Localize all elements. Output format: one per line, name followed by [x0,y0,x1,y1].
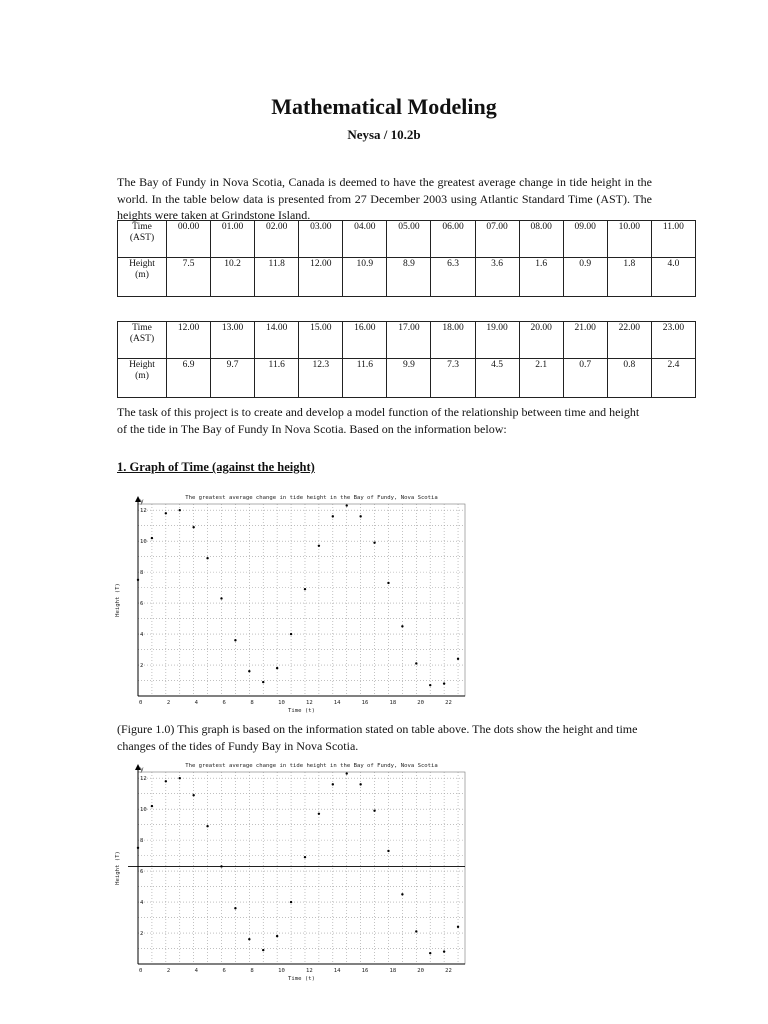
x-tick-label: 4 [194,968,199,974]
data-point [443,950,445,952]
intro-paragraph: The Bay of Fundy in Nova Scotia, Canada is deemed to have the greatest average change in tide height in the world. In the table below data is presented from 27 December 2003 using Atlantic Standard Time (AST). The heights were taken at Grindstone Island. [117,175,652,222]
data-point [359,515,361,517]
x-axis-label: Time (t) [288,976,315,982]
data-point [234,639,236,641]
data-point [234,907,236,909]
x-tick-label: 18 [389,968,397,974]
plot-frame [138,504,465,696]
data-point [346,504,348,506]
data-point [359,783,361,785]
data-point [220,597,222,599]
figure-caption: (Figure 1.0) This graph is based on the information stated on table above. The dots show the height and time changes of the tides of Fundy Bay in Nova Scotia. [117,722,638,753]
label-line: Time [132,323,152,333]
x-tick-label: 4 [194,700,199,706]
time-cell: 16.00 [343,322,387,359]
y-tick-label: 10 [140,539,147,546]
author-line: Neysa / 10.2b [347,127,421,142]
tide-scatter-chart-1 [110,490,470,715]
height-cell: 8.9 [387,258,431,297]
page-title: Mathematical Modeling [271,94,497,119]
height-cell: 0.7 [563,359,607,398]
label-line: (m) [135,371,149,381]
y-tick-label: 4 [140,632,144,639]
section-heading: 1. Graph of Time (against the height) [117,460,315,474]
y-axis-label: Height (T) [115,851,121,885]
height-cell: 7.3 [431,359,475,398]
time-cell: 11.00 [651,221,695,258]
height-cell: 9.9 [387,359,431,398]
time-cell: 01.00 [211,221,255,258]
data-point [373,810,375,812]
height-cell: 11.6 [343,359,387,398]
time-cell: 07.00 [475,221,519,258]
time-cell: 06.00 [431,221,475,258]
data-point [220,865,222,867]
task-paragraph: The task of this project is to create and develop a model function of the relationship between time and height of the tide in The Bay of Fundy In Nova Scotia. Based on the information below: [117,405,640,436]
time-cell: 05.00 [387,221,431,258]
data-point [179,777,181,779]
height-cell: 2.1 [519,359,563,398]
height-cell: 11.8 [255,258,299,297]
x-tick-label: 8 [250,968,254,974]
data-point [179,509,181,511]
height-cell: 0.8 [607,359,651,398]
y-tick-label: 12 [140,508,147,515]
data-point [401,893,403,895]
data-point [304,856,306,858]
time-cell: 08.00 [519,221,563,258]
data-point [443,682,445,684]
data-point [415,930,417,932]
data-point [457,658,459,660]
time-cell: 12.00 [167,322,211,359]
data-point [248,938,250,940]
x-tick-label: 6 [222,700,226,706]
height-cell: 7.5 [167,258,211,297]
time-cell: 17.00 [387,322,431,359]
time-cell: 22.00 [607,322,651,359]
x-tick-label: 12 [305,700,313,706]
time-cell: 23.00 [651,322,695,359]
label-line: Time [132,222,152,232]
data-point [262,949,264,951]
height-cell: 2.4 [651,359,695,398]
height-cell: 3.6 [475,258,519,297]
row-header-height [118,258,167,297]
data-point [332,783,334,785]
data-point [192,794,194,796]
tide-scatter-chart-2 [110,758,470,983]
time-cell: 20.00 [519,322,563,359]
data-point [304,588,306,590]
row-header-height [118,359,167,398]
y-axis-label: Height (T) [115,583,121,617]
time-cell: 03.00 [299,221,343,258]
data-point [290,901,292,903]
x-tick-label: 10 [278,968,285,974]
label-line: (AST) [129,233,155,243]
height-cell: 1.8 [607,258,651,297]
label-line: Height [129,360,155,370]
data-point [318,545,320,547]
data-point [276,935,278,937]
x-tick-label: 2 [166,700,171,706]
data-point [318,813,320,815]
data-point [137,579,139,581]
data-point [192,526,194,528]
height-cell: 12.3 [299,359,343,398]
chart-title: The greatest average change in tide height in the Bay of Fundy, Nova Scotia [185,763,438,769]
grid [138,772,465,964]
data-point [387,850,389,852]
table-row-height [118,359,696,398]
data-point [206,557,208,559]
height-cell: 4.0 [651,258,695,297]
data-point [137,847,139,849]
data-point [346,772,348,774]
chart-title: The greatest average change in tide height in the Bay of Fundy, Nova Scotia [185,495,438,501]
time-cell: 13.00 [211,322,255,359]
data-point [457,926,459,928]
x-tick-label: 22 [445,968,452,974]
data-point [165,780,167,782]
height-cell: 1.6 [519,258,563,297]
y-tick-label: 6 [140,601,144,608]
data-point [276,667,278,669]
y-tick-label: 6 [140,869,144,876]
data-point [290,633,292,635]
time-cell: 21.00 [563,322,607,359]
y-tick-label: 2 [140,931,144,938]
table-row-height [118,258,696,297]
time-cell: 09.00 [563,221,607,258]
data-point [373,542,375,544]
y-tick-label: 4 [140,900,144,907]
x-tick-label: 6 [222,968,226,974]
data-point [415,662,417,664]
height-cell: 9.7 [211,359,255,398]
x-tick-label: 22 [445,700,452,706]
height-cell: 11.6 [255,359,299,398]
x-tick-label: 2 [166,968,171,974]
height-cell: 6.9 [167,359,211,398]
x-tick-label: 20 [417,700,425,706]
x-axis-label: Time (t) [288,708,315,714]
data-point [151,537,153,539]
x-tick-label: 0 [139,968,143,974]
height-cell: 12.00 [299,258,343,297]
x-tick-label: 12 [305,968,313,974]
x-tick-label: 14 [333,968,341,974]
data-point [165,512,167,514]
time-cell: 19.00 [475,322,519,359]
y-tick-label: 12 [140,776,147,783]
data-point [206,825,208,827]
time-cell: 04.00 [343,221,387,258]
data-point [387,582,389,584]
table-row-time [118,322,696,359]
table-row-time [118,221,696,258]
x-tick-label: 10 [278,700,285,706]
height-cell: 10.2 [211,258,255,297]
x-tick-label: 16 [361,700,369,706]
height-cell: 0.9 [563,258,607,297]
label-line: Height [129,259,155,269]
y-tick-label: 8 [140,570,144,577]
tide-table-morning [117,220,696,297]
data-point [262,681,264,683]
grid [138,504,465,696]
x-tick-label: 16 [361,968,369,974]
y-tick-label: 8 [140,838,144,845]
x-tick-label: 20 [417,968,425,974]
x-tick-label: 0 [139,700,143,706]
label-line: (AST) [129,334,155,344]
label-line: (m) [135,270,149,280]
time-cell: 00.00 [167,221,211,258]
height-cell: 6.3 [431,258,475,297]
data-point [332,515,334,517]
x-tick-label: 14 [333,700,341,706]
data-point [151,805,153,807]
tide-table-afternoon [117,321,696,398]
data-point [401,625,403,627]
time-cell: 18.00 [431,322,475,359]
height-cell: 10.9 [343,258,387,297]
data-point [248,670,250,672]
row-header-time [118,322,167,359]
data-point [429,952,431,954]
y-axis-marker: y [140,766,144,773]
x-tick-label: 18 [389,700,397,706]
x-tick-label: 8 [250,700,254,706]
time-cell: 10.00 [607,221,651,258]
time-cell: 02.00 [255,221,299,258]
row-header-time [118,221,167,258]
plot-frame [138,772,465,964]
time-cell: 14.00 [255,322,299,359]
height-cell: 4.5 [475,359,519,398]
time-cell: 15.00 [299,322,343,359]
y-tick-label: 2 [140,663,144,670]
y-tick-label: 10 [140,807,147,814]
data-point [429,684,431,686]
y-axis-marker: y [140,498,144,505]
